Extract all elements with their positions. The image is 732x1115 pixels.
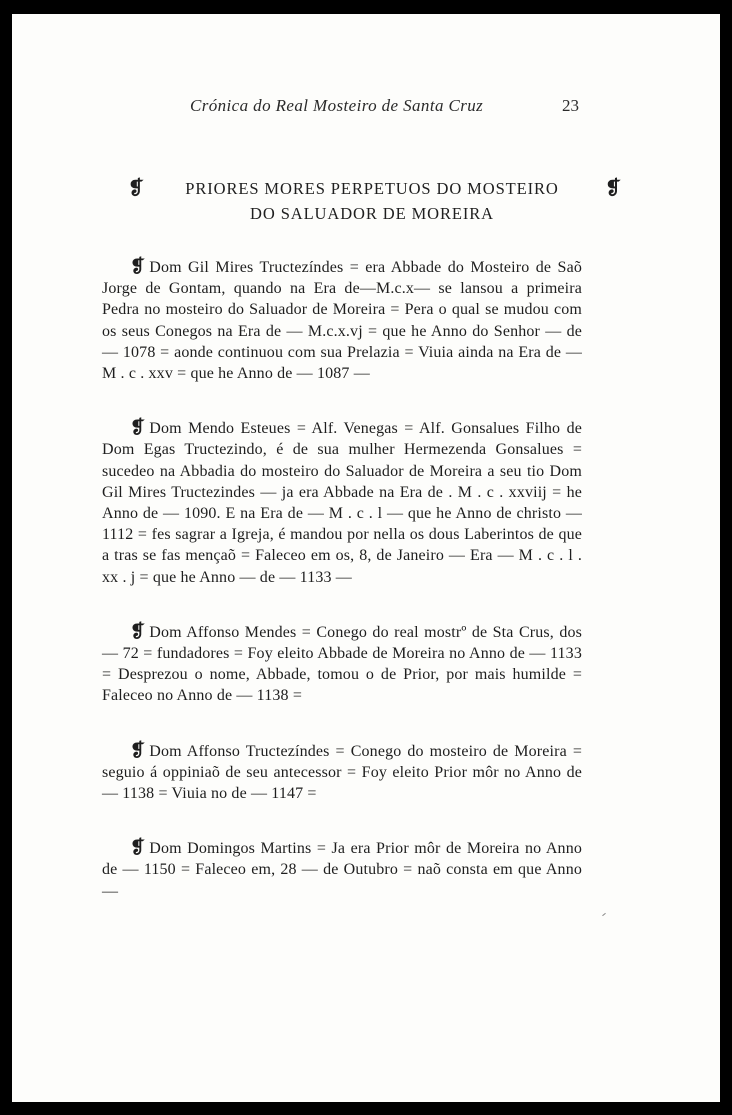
entry-text: Dom Affonso Mendes = Conego do real mostrº de Sta Crus, dos — 72 = fundadores = Foy eleito Abbade de Moreira no Anno de — 1133 = Desprezou o nome, Abbade, tomou o de Prior, por mais humilde = Faleceo no Anno de — 1138 = xyxy=(102,623,582,705)
heading-line-2: DO SALUADOR DE MOREIRA xyxy=(250,204,494,223)
entry-text: Dom Gil Mires Tructezíndes = era Abbade do Mosteiro de Saõ Jorge de Gontam, quando na Era de—M.c.x— se lansou a primeira Pedra no mosteiro do Saluador de Moreira = Pera o qual se mudou com os seus Conegos na Era de — M.c.x.vj = que he Anno do Senhor — de — 1078 = aonde continuou com sua Prelazia = Viuia ainda na Era de — M . c . xxv = que he Anno de — 1087 — xyxy=(102,259,582,383)
entry-gil-mires xyxy=(102,256,582,384)
paragraph-mark-icon: ❡ xyxy=(130,620,146,641)
book-page xyxy=(12,14,720,1102)
prior-entries xyxy=(102,256,582,935)
section-heading xyxy=(128,176,622,226)
entry-domingos-martins xyxy=(102,837,582,902)
entry-text: Dom Mendo Esteues = Alf. Venegas = Alf. Gonsalues Filho de Dom Egas Tructezindo, é de sua mulher Hermezenda Gonsalues = sucedeo na Abbadia do mosteiro do Saluador de Moreira a seu tio Dom Gil Mires Tructezindes — ja era Abbade na Era de . M . c . xxviij = he Anno de — 1090. E na Era de — M . c . l — que he Anno de christo — 1112 = fes sagrar a Igreja, é mandou por nella os dous Laberintos de que a tras se fas mençaõ = Faleceo em os, 8, de Janeiro — Era — M . c . l . xx . j = que he Anno — de — 1133 — xyxy=(102,420,582,586)
entry-mendo-esteues xyxy=(102,417,582,588)
entry-affonso-mendes xyxy=(102,621,582,707)
running-title: Crónica do Real Mosteiro de Santa Cruz xyxy=(190,96,484,115)
paragraph-mark-icon: ❡ xyxy=(128,178,145,199)
entry-text: Dom Domingos Martins = Ja era Prior môr de Moreira no Anno de — 1150 = Faleceo em, 28 — de Outubro = naõ consta em que Anno — xyxy=(102,840,582,900)
page-number: 23 xyxy=(562,96,579,115)
paragraph-mark-icon: ❡ xyxy=(130,837,146,858)
scan-speck xyxy=(602,913,606,916)
heading-line-1: PRIORES MORES PERPETUOS DO MOSTEIRO xyxy=(185,179,559,198)
paragraph-mark-icon: ❡ xyxy=(130,739,146,760)
entry-text: Dom Affonso Tructezíndes = Conego do mosteiro de Moreira = seguio á oppiniaõ de seu antecessor = Foy eleito Prior môr no Anno de — 1138 = Viuia no de — 1147 = xyxy=(102,742,582,803)
paragraph-mark-icon: ❡ xyxy=(130,256,146,276)
closing-mark-icon: ❡ xyxy=(605,178,622,199)
entry-affonso-tructezindes xyxy=(102,740,582,805)
paragraph-mark-icon: ❡ xyxy=(130,417,146,438)
running-header xyxy=(12,96,720,122)
